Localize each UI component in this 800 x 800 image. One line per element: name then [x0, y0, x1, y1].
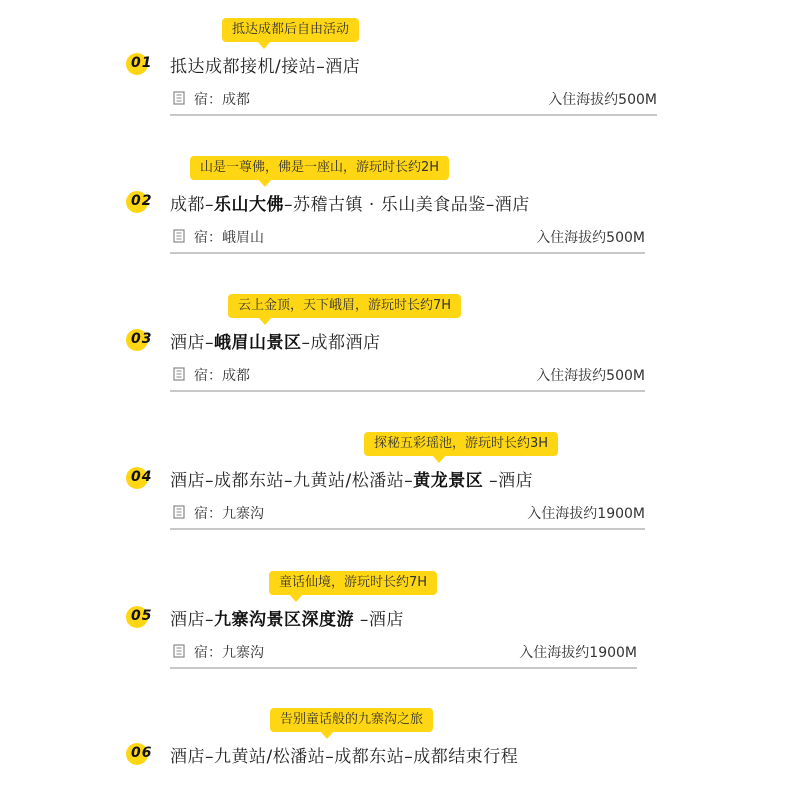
stay-city: 宿：九寨沟: [194, 645, 264, 661]
bubble-text: 告别童话般的九寨沟之旅: [280, 712, 424, 727]
hotel-icon: [173, 367, 185, 381]
stay-city: 宿：成都: [194, 368, 250, 384]
day-badge: [123, 743, 161, 765]
bubble-text: 云上金顶，天下峨眉，游玩时长约7H: [238, 298, 452, 313]
stay-row: [170, 360, 645, 392]
day-01: [0, 18, 800, 156]
day-05: [0, 571, 800, 709]
day-highlight-bubble: [190, 156, 449, 180]
altitude: 入住海拔约500M: [548, 92, 657, 108]
bubble-tail: [258, 317, 272, 325]
day-title: 酒店–成都东站–九黄站/松潘站–黄龙景区 –酒店: [170, 471, 534, 491]
altitude: 入住海拔约1900M: [519, 645, 637, 661]
bubble-tail: [432, 455, 446, 463]
bubble-text: 抵达成都后自由活动: [232, 22, 350, 37]
day-highlight-bubble: [269, 571, 437, 595]
hotel-icon: [173, 91, 185, 105]
day-title: 酒店–九黄站/松潘站–成都东站–成都结束行程: [170, 747, 519, 767]
day-number: 03: [131, 331, 153, 347]
day-highlight-bubble: [222, 18, 359, 42]
stay-row: [170, 222, 645, 254]
day-highlight-bubble: [228, 294, 461, 318]
day-title: 酒店–九寨沟景区深度游 –酒店: [170, 610, 404, 630]
day-03: [0, 294, 800, 432]
bubble-tail: [257, 41, 271, 49]
day-badge: [123, 329, 161, 351]
day-title: 抵达成都接机/接站–酒店: [170, 57, 361, 77]
stay-row: [170, 637, 637, 669]
day-title: 成都–乐山大佛–苏稽古镇 · 乐山美食品鉴–酒店: [170, 195, 530, 215]
bubble-tail: [289, 594, 303, 602]
day-number: 02: [131, 193, 153, 209]
stay-city: 宿：成都: [194, 92, 250, 108]
day-highlight-bubble: [364, 432, 558, 456]
day-04: [0, 432, 800, 570]
day-badge: [123, 53, 161, 75]
hotel-icon: [173, 644, 185, 658]
day-highlight-bubble: [270, 708, 433, 732]
day-badge: [123, 606, 161, 628]
stay-row: [170, 498, 645, 530]
day-number: 01: [131, 55, 153, 71]
hotel-icon: [173, 505, 185, 519]
day-badge: [123, 191, 161, 213]
day-06: [0, 708, 800, 798]
altitude: 入住海拔约1900M: [527, 506, 645, 522]
bubble-text: 童话仙境，游玩时长约7H: [279, 575, 428, 590]
altitude: 入住海拔约500M: [536, 368, 645, 384]
bubble-text: 探秘五彩瑶池，游玩时长约3H: [374, 436, 549, 451]
day-number: 05: [131, 608, 153, 624]
bubble-tail: [258, 179, 272, 187]
day-number: 06: [131, 745, 153, 761]
day-number: 04: [131, 469, 153, 485]
bubble-text: 山是一尊佛，佛是一座山，游玩时长约2H: [200, 160, 440, 175]
day-badge: [123, 467, 161, 489]
altitude: 入住海拔约500M: [536, 230, 645, 246]
stay-city: 宿：九寨沟: [194, 506, 264, 522]
bubble-tail: [320, 731, 334, 739]
day-02: [0, 156, 800, 294]
stay-city: 宿：峨眉山: [194, 230, 264, 246]
day-title: 酒店–峨眉山景区–成都酒店: [170, 333, 381, 353]
stay-row: [170, 84, 657, 116]
hotel-icon: [173, 229, 185, 243]
